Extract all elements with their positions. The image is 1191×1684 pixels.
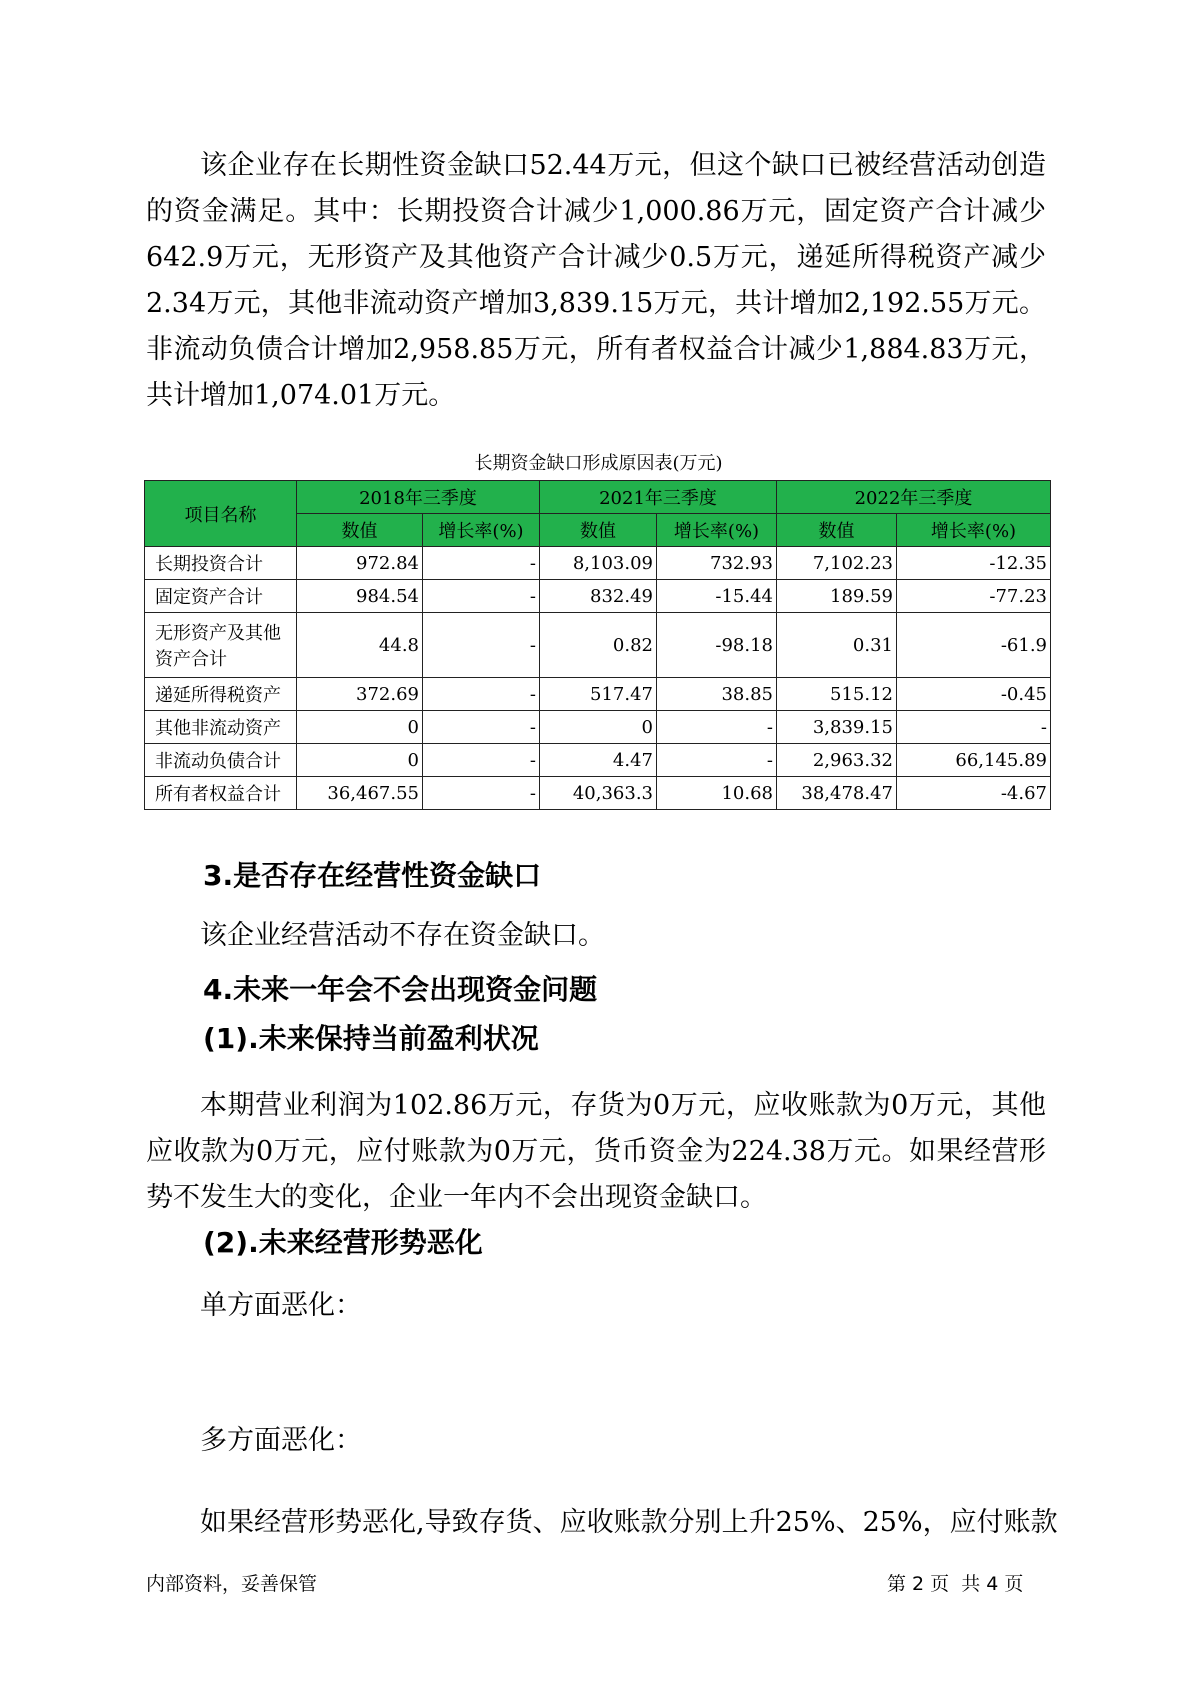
value-header: 数值 — [540, 514, 657, 547]
sub2-heading: (2).未来经营形势恶化 — [203, 1226, 483, 1259]
period-header: 2022年三季度 — [777, 481, 1051, 514]
value-cell: 372.69 — [297, 678, 423, 711]
sub1-paragraph: 本期营业利润为102.86万元，存货为0万元，应收账款为0万元，其他应收款为0万元，应付账款为0万元，货币资金为224.38万元。如果经营形势不发生大的变化，企业一年内不会出现资金缺口。 — [146, 1090, 1046, 1213]
growth-cell: - — [423, 678, 540, 711]
growth-cell: -77.23 — [897, 580, 1051, 613]
value-cell: 3,839.15 — [777, 711, 897, 744]
capital-gap-table — [144, 480, 1051, 810]
value-cell: 0.82 — [540, 613, 657, 678]
growth-cell: -12.35 — [897, 547, 1051, 580]
growth-cell: 732.93 — [657, 547, 777, 580]
row-name-cell: 递延所得税资产 — [145, 678, 297, 711]
value-cell: 38,478.47 — [777, 777, 897, 810]
item-name-header: 项目名称 — [145, 481, 297, 547]
growth-cell: 10.68 — [657, 777, 777, 810]
growth-cell: - — [657, 711, 777, 744]
growth-cell: - — [897, 711, 1051, 744]
growth-header: 增长率(%) — [897, 514, 1051, 547]
value-cell: 36,467.55 — [297, 777, 423, 810]
value-cell: 517.47 — [540, 678, 657, 711]
table-row — [145, 547, 1051, 580]
value-cell: 189.59 — [777, 580, 897, 613]
row-name-cell: 所有者权益合计 — [145, 777, 297, 810]
value-cell: 4.47 — [540, 744, 657, 777]
period-header: 2021年三季度 — [540, 481, 777, 514]
value-cell: 832.49 — [540, 580, 657, 613]
value-cell: 972.84 — [297, 547, 423, 580]
table-row — [145, 613, 1051, 678]
value-cell: 0.31 — [777, 613, 897, 678]
growth-cell: -0.45 — [897, 678, 1051, 711]
table-caption: 长期资金缺口形成原因表(万元) — [474, 453, 723, 474]
row-name-cell: 长期投资合计 — [145, 547, 297, 580]
value-cell: 0 — [297, 744, 423, 777]
page-number: 第 2 页 共 4 页 — [887, 1573, 1024, 1595]
table-row — [145, 678, 1051, 711]
growth-cell: 66,145.89 — [897, 744, 1051, 777]
growth-cell: - — [423, 580, 540, 613]
value-header: 数值 — [777, 514, 897, 547]
value-cell: 0 — [540, 711, 657, 744]
row-name-cell: 其他非流动资产 — [145, 711, 297, 744]
growth-cell: - — [423, 613, 540, 678]
section3-text: 该企业经营活动不存在资金缺口。 — [200, 920, 605, 951]
growth-cell: -61.9 — [897, 613, 1051, 678]
growth-header: 增长率(%) — [657, 514, 777, 547]
growth-cell: -98.18 — [657, 613, 777, 678]
value-header: 数值 — [297, 514, 423, 547]
section3-heading: 3.是否存在经营性资金缺口 — [203, 859, 542, 892]
single-deterioration-label: 单方面恶化： — [200, 1290, 362, 1321]
growth-cell: - — [657, 744, 777, 777]
growth-cell: - — [423, 547, 540, 580]
table-row — [145, 777, 1051, 810]
value-cell: 44.8 — [297, 613, 423, 678]
growth-header: 增长率(%) — [423, 514, 540, 547]
multi-deterioration-label: 多方面恶化： — [200, 1425, 362, 1456]
value-cell: 0 — [297, 711, 423, 744]
value-cell: 984.54 — [297, 580, 423, 613]
growth-cell: 38.85 — [657, 678, 777, 711]
multi-deterioration-text: 如果经营形势恶化,导致存货、应收账款分别上升25%、25%，应付账款 — [200, 1507, 1058, 1538]
table-row — [145, 580, 1051, 613]
value-cell: 7,102.23 — [777, 547, 897, 580]
sub1-heading: (1).未来保持当前盈利状况 — [203, 1022, 539, 1055]
row-name-cell: 非流动负债合计 — [145, 744, 297, 777]
table-row — [145, 744, 1051, 777]
period-header: 2018年三季度 — [297, 481, 540, 514]
growth-cell: -15.44 — [657, 580, 777, 613]
intro-paragraph: 该企业存在长期性资金缺口52.44万元，但这个缺口已被经营活动创造的资金满足。其中：长期投资合计减少1,000.86万元，固定资产合计减少642.9万元，无形资产及其他资产合计减少0.5万元，递延所得税资产减少2.34万元，其他非流动资产增加3,839.15万元，共计增加2,192.55万元。非流动负债合计增加2,958.85万元，所有者权益合计减少1,884.83万元，共计增加1,074.01万元。 — [146, 150, 1046, 411]
growth-cell: - — [423, 744, 540, 777]
value-cell: 2,963.32 — [777, 744, 897, 777]
value-cell: 515.12 — [777, 678, 897, 711]
growth-cell: -4.67 — [897, 777, 1051, 810]
table-row — [145, 711, 1051, 744]
footer-confidential: 内部资料，妥善保管 — [146, 1573, 318, 1595]
value-cell: 8,103.09 — [540, 547, 657, 580]
growth-cell: - — [423, 711, 540, 744]
section4-heading: 4.未来一年会不会出现资金问题 — [203, 973, 598, 1006]
row-name-cell: 无形资产及其他资产合计 — [145, 613, 297, 678]
row-name-cell: 固定资产合计 — [145, 580, 297, 613]
growth-cell: - — [423, 777, 540, 810]
value-cell: 40,363.3 — [540, 777, 657, 810]
